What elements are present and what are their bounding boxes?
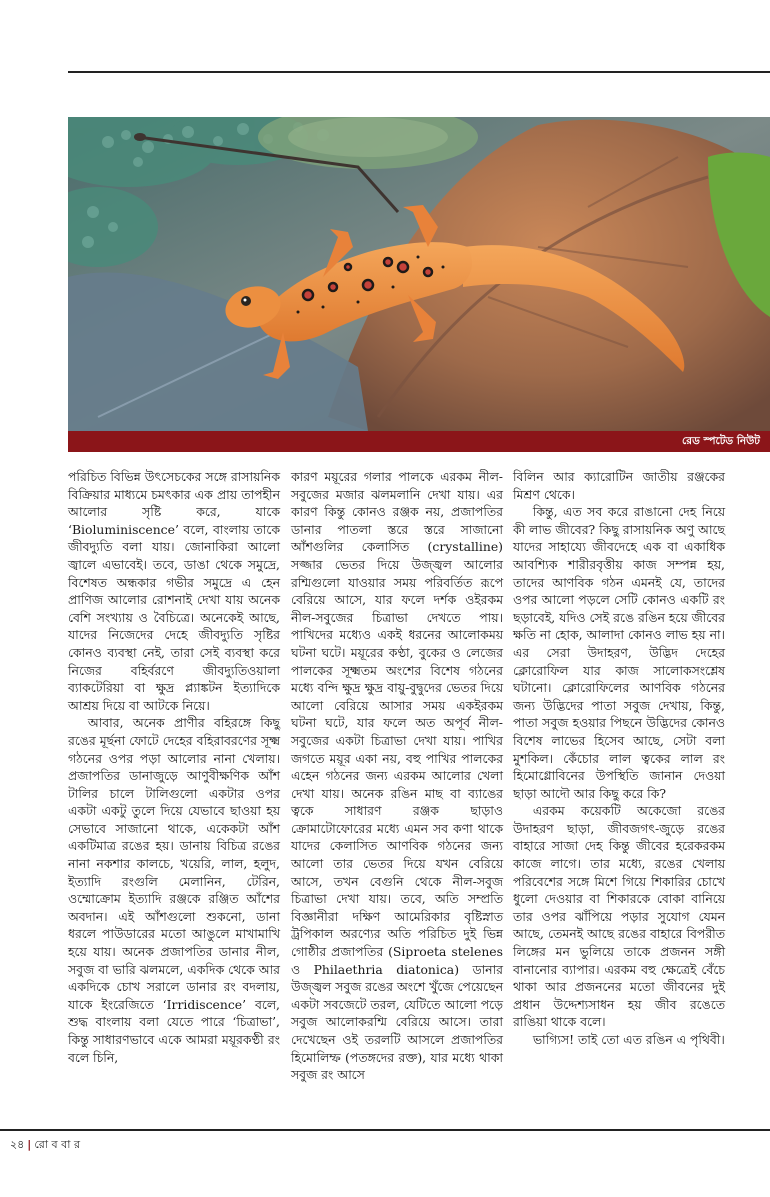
paragraph: কারণ ময়ূরের গলার পালকে এরকম নীল-সবুজের মজার ঝলমলানি দেখা যায়। এর কারণ কিন্তু কোনও রঞ্জক নয়, প্রজাপতির ডানার পাতলা স্তরে স্তরে সাজানো আঁশগুলির কেলাসিত (crystalline) সজ্জার ভেতর দিয়ে উজ্জ্বল আলোর রশ্মিগুলো যাওয়ার সময় পরিবর্তিত রূপে বেরিয়ে আসে, যার ফলে দর্শক ওইরকম নীল-সবুজের চিত্রাভা দেখতে পায়। পাখিদের মধ্যেও একই ধরনের আলোকময় ঘটনা ঘটে। ময়ূরের কণ্ঠা, বুকের ও লেজের পালকের সূক্ষ্মতম অংশের বিশেষ গঠনের মধ্যে বন্দি ক্ষুদ্র ক্ষুদ্র বায়ু-বুদ্বুদের ভেতর দিয়ে আলো বেরিয়ে আসার সময় একইরকম ঘটনা ঘটে, যার ফলে অত অপূর্ব নীল-সবুজের একটা চিত্রাভা দেখা যায়। পাখির জগতে ময়ূর একা নয়, বহু পাখির পালকের এহেন গঠনের জন্য এরকম আলোর খেলা দেখা যায়। অনেক রঙিন মাছ বা ব্যাঙের ত্বকে সাধারণ রঞ্জক ছাড়াও ক্রোমাটোফোরের মধ্যে এমন সব কণা থাকে যাদের কেলাসিত আণবিক গঠনের জন্য আলো তার ভেতর দিয়ে যখন বেরিয়ে আসে, তখন বেগুনি থেকে নীল-সবুজ চিত্রাভা দেখা যায়। তবে, অতি সম্প্রতি বিজ্ঞানীরা দক্ষিণ আমেরিকার বৃষ্টিস্নাত ট্রপিকাল অরণ্যের অতি পরিচিত দুই ভিন্ন গোষ্ঠীর প্রজাপতির (Siproeta stelenes ও Philaethria diatonica) ডানার উজ্জ্বল সবুজ রঙের অংশে খুঁজে পেয়েছেন একটা সবজেটে তরল, যেটিতে আলো পড়ে সবুজ আলোকরশ্মি বেরিয়ে আসে। তারা দেখেছেন ওই তরলটি আসলে প্রজাপতির হিমোলিম্ফ (পতঙ্গদের রক্ত), যার মধ্যে থাকা সবুজ রং আসে — [291, 469, 503, 1083]
photo-caption-bar — [68, 431, 770, 452]
paragraph: পরিচিত বিভিন্ন উৎসেচকের সঙ্গে রাসায়নিক বিক্রিয়ার মাধ্যমে চমৎকার এক প্রায় তাপহীন আলোর সৃষ্টি করে, যাকে ‘Bioluminiscence’ বলে, বাংলায় তাকে জীবদ্যুতি বলা যায়। জোনাকিরা আলো জ্বালে এভাবেই। তবে, ডাঙা থেকে সমুদ্রে, বিশেষত অন্ধকার গভীর সমুদ্রে এ হেন প্রাণিজ আলোর রোশনাই দেখা যায় অনেক বেশি সংখ্যায় ও বৈচিত্রে। অনেকেই আছে, যাদের নিজেদের দেহে জীবদ্যুতি সৃষ্টির কোনও ব্যবস্থা নেই, তারা সেই ব্যবস্থা করে নিজের বহির্বরণে জীবদ্যুতিওয়ালা ব্যাকটেরিয়া বা ক্ষুদ্র প্ল্যাঙ্কটন ইত্যাদিকে আশ্রয় দিয়ে বা আটকে নিয়ে। — [68, 469, 280, 713]
paragraph: বিলিন আর ক্যারোটিন জাতীয় রঞ্জকের মিশ্রণ থেকে। — [513, 469, 725, 502]
paragraph: কিন্তু, এত সব করে রাঙানো দেহ নিয়ে কী লাভ জীবের? কিছু রাসায়নিক অণু আছে যাদের সাহায্যে জীবদেহে এক বা একাধিক আবশ্যিক শারীরবৃত্তীয় কাজ সম্পন্ন হয়, তাদের আণবিক গঠন এমনই যে, তাদের ওপর আলো পড়লে সেটি কোনও একটি রং ছড়াবেই, যদিও সেই রঙে রঙিন হয়ে জীবের ক্ষতি না হোক, আলাদা কোনও লাভ হয় না। এর সেরা উদাহরণ, উদ্ভিদ দেহের ক্লোরোফিল যার কাজ সালোকসংশ্লেষ ঘটানো। ক্লোরোফিলের আণবিক গঠনের জন্য উদ্ভিদের পাতা সবুজ দেখায়, কিন্তু, পাতা সবুজ হওয়ার পিছনে উদ্ভিদের কোনও বিশেষ লাভের হিসেব আছে, সেটা বলা মুশকিল। কেঁচোর লাল ত্বকের লাল রং হিমোগ্লোবিনের উপস্থিতি জানান দেওয়া ছাড়া আদৌ আর কিছু করে কি? — [513, 504, 725, 801]
page-number: ২৪ — [10, 1138, 25, 1151]
bottom-rule — [0, 1129, 770, 1131]
paragraph: ভাগ্যিস! তাই তো এত রঙিন এ পৃথিবী। — [532, 1032, 725, 1047]
article-column-2 — [291, 468, 503, 1084]
footer-separator: | — [27, 1138, 32, 1151]
article-column-3 — [513, 468, 725, 1049]
page-footer — [10, 1136, 80, 1155]
newt-photo — [68, 117, 770, 431]
magazine-name: রো ব বা র — [34, 1138, 81, 1151]
top-rule — [68, 71, 770, 73]
photo-caption: রেড স্পটেড নিউট — [682, 435, 760, 447]
article-column-1 — [68, 468, 280, 1066]
red-spotted-newt-illustration — [68, 117, 770, 431]
paragraph: আবার, অনেক প্রাণীর বহিরঙ্গে কিছু রঙের মূর্ছনা ফোটে দেহের বহিরাবরণের সূক্ষ্ম গঠনের ওপর পড়া আলোর নানা খেলায়। প্রজাপতির ডানাজুড়ে আণুবীক্ষণিক আঁশ টালির চালে টালিগুলো একটার ওপর একটা একটু তুলে দিয়ে যেভাবে ছাওয়া হয় সেভাবে সাজানো থাকে, একেকটা আঁশ একটিমাত্র রঙের হয়। ডানায় বিচিত্র রঙের নানা নকশার কালচে, খয়েরি, লাল, হলুদ, ইত্যাদি রংগুলি মেলানিন, টেরিন, ওম্মোক্রোম ইত্যাদি রঞ্জকে রঞ্জিত আঁশের অবদান। এই আঁশগুলো শুকনো, ডানা ধরলে পাউডারের মতো আঙুলে মাখামাখি হয়ে যায়। অনেক প্রজাপতির ডানার নীল, সবুজ বা ভারি ঝলমলে, একদিক থেকে আর একদিকে চোখ সরালে ডানার রং বদলায়, যাকে ইংরেজিতে ‘Irridiscence’ বলে, শুদ্ধ বাংলায় বলা যেতে পারে ‘চিত্রাভা’, কিন্তু সাধারণভাবে একে আমরা ময়ূরকণ্ঠী রং বলে চিনি, — [68, 715, 280, 1065]
paragraph: এরকম কয়েকটি অকেজো রঙের উদাহরণ ছাড়া, জীবজগৎ-জুড়ে রঙের বাহারে সাজা দেহ কিন্তু জীবের হরেকরকম কাজে লাগে। তার মধ্যে, রঙের খেলায় পরিবেশের সঙ্গে মিশে গিয়ে শিকারির চোখে ধুলো দেওয়ার বা শিকারকে বোকা বানিয়ে তার ওপর ঝাঁপিয়ে পড়ার সুযোগ যেমন আছে, তেমনই আছে রঙের বাহারে বিপরীত লিঙ্গের মন ভুলিয়ে তাকে প্রজনন সঙ্গী বানানোর ব্যাপার। এরকম বহু ক্ষেত্রেই বেঁচে থাকা আর প্রজননের মতো জীবনের দুই প্রধান উদ্দেশ্যসাধন হয় জীব রঙেতে রাঙিয়া থাকে বলে। — [513, 803, 725, 1030]
